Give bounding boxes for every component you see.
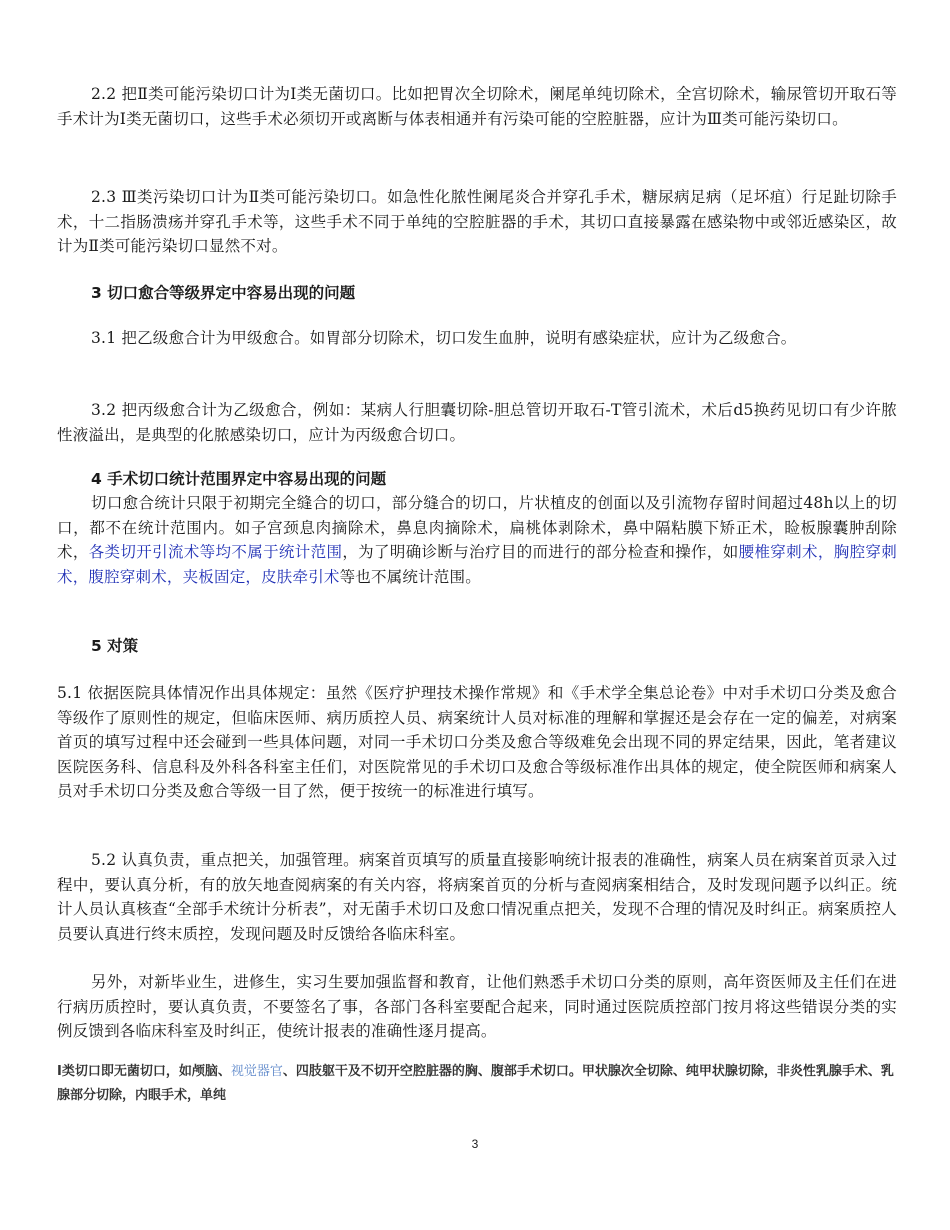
heading-section-5: 5 对策 xyxy=(91,637,139,655)
paragraph-4-text-e: 等也不属统计范围。 xyxy=(339,567,481,586)
paragraph-5-1: 5.1 依据医院具体情况作出具体规定：虽然《医疗护理技术操作常规》和《手术学全集总论卷》中对手术切口分类及愈合等级作了原则性的规定，但临床医师、病历质控人员、病案统计人员对标准的理解和掌握还是会存在一定的偏差，对病案首页的填写过程中还会碰到一些具体问题，对同一手术切口分类及愈合等级难免会出现不同的界定结果，因此，笔者建议医院医务科、信息科及外科各科室主任们，对医院常见的手术切口及愈合等级标准作出具体的规定，使全院医师和病案人员对手术切口分类及愈合等级一目了然，便于按统一的标准进行填写。 xyxy=(57,684,897,800)
paragraph-2-3: 2.3 Ⅲ类污染切口计为Ⅱ类可能污染切口。如急性化脓性阑尾炎合并穿孔手术，糖尿病足病（足坏疽）行足趾切除手术，十二指肠溃疡并穿孔手术等，这些手术不同于单纯的空腔脏器的手术，其切口直接暴露在感染物中或邻近感染区，故计为Ⅱ类可能污染切口显然不对。 xyxy=(57,188,897,255)
paragraph-2-2: 2.2 把Ⅱ类可能污染切口计为Ⅰ类无菌切口。比如把胃次全切除术，阑尾单纯切除术，全宫切除术，输尿管切开取石等手术计为Ⅰ类无菌切口，这些手术必须切开或离断与体表相通并有污染可能的空腔脏器，应计为Ⅲ类可能污染切口。 xyxy=(57,85,897,128)
footnote-text-b: 、四肢躯干及不切开空腔脏器的胸、腹部手术切口。甲状腺次全切除、纯甲状腺切除，非炎性乳腺手术、乳腺部分切除，内眼手术，单纯 xyxy=(57,1064,894,1103)
paragraph-4 xyxy=(57,491,897,589)
page-number: 3 xyxy=(471,1137,479,1151)
heading-section-4: 4 手术切口统计范围界定中容易出现的问题 xyxy=(91,470,387,488)
paragraph-5-3: 另外，对新毕业生，进修生，实习生要加强监督和教育，让他们熟悉手术切口分类的原则，高年资医师及主任们在进行病历质控时，要认真负责，不要签名了事，各部门各科室要配合起来，同时通过医院质控部门按月将这些错误分类的实例反馈到各临床科室及时纠正，使统计报表的准确性逐月提高。 xyxy=(57,973,897,1040)
paragraph-3-1: 3.1 把乙级愈合计为甲级愈合。如胃部分切除术，切口发生血肿，说明有感染症状，应计为乙级愈合。 xyxy=(91,329,797,347)
paragraph-5-2: 5.2 认真负责，重点把关，加强管理。病案首页填写的质量直接影响统计报表的准确性，病案人员在病案首页录入过程中，要认真分析，有的放矢地查阅病案的有关内容，将病案首页的分析与查阅病案相结合，及时发现问题予以纠正。统计人员认真核查“全部手术统计分析表”，对无菌手术切口及愈口情况重点把关，发现不合理的情况及时纠正。病案质控人员要认真进行终末质控，发现问题及时反馈给各临床科室。 xyxy=(57,851,897,943)
paragraph-3-2: 3.2 把丙级愈合计为乙级愈合，例如：某病人行胆囊切除-胆总管切开取石-T管引流术，术后d5换药见切口有少许脓性液溢出，是典型的化脓感染切口，应计为丙级愈合切口。 xyxy=(57,401,897,444)
paragraph-4-text-c: ，为了明确诊断与治疗目的而进行的部分检查和操作，如 xyxy=(342,543,739,561)
heading-section-3: 3 切口愈合等级界定中容易出现的问题 xyxy=(91,284,356,302)
paragraph-4-text-a: 切口愈合统计只限于初期完全缝合的切口，部分缝合的切口，片状植皮的创面以及引流物存留时间超过48h以上的切口，都不在统计范围内。如子宫颈息肉摘除术，鼻息肉摘除术，扁桃体剥除术，鼻中隔粘膜下矫正术，睑板腺囊肿刮除术， xyxy=(57,494,897,561)
highlight-puncture-procedures: 腰椎穿刺术，胸腔穿刺术，腹腔穿刺术，夹板固定，皮肤牵引术 xyxy=(57,543,897,586)
footnote-text-a: Ⅰ类切口即无菌切口，如颅脑、 xyxy=(57,1064,231,1079)
link-visual-organ[interactable]: 视觉器官 xyxy=(230,1064,283,1079)
highlight-incision-drainage: 各类切开引流术等均不属于统计范围 xyxy=(88,543,343,561)
footnote-incision-class-1 xyxy=(57,1060,897,1108)
